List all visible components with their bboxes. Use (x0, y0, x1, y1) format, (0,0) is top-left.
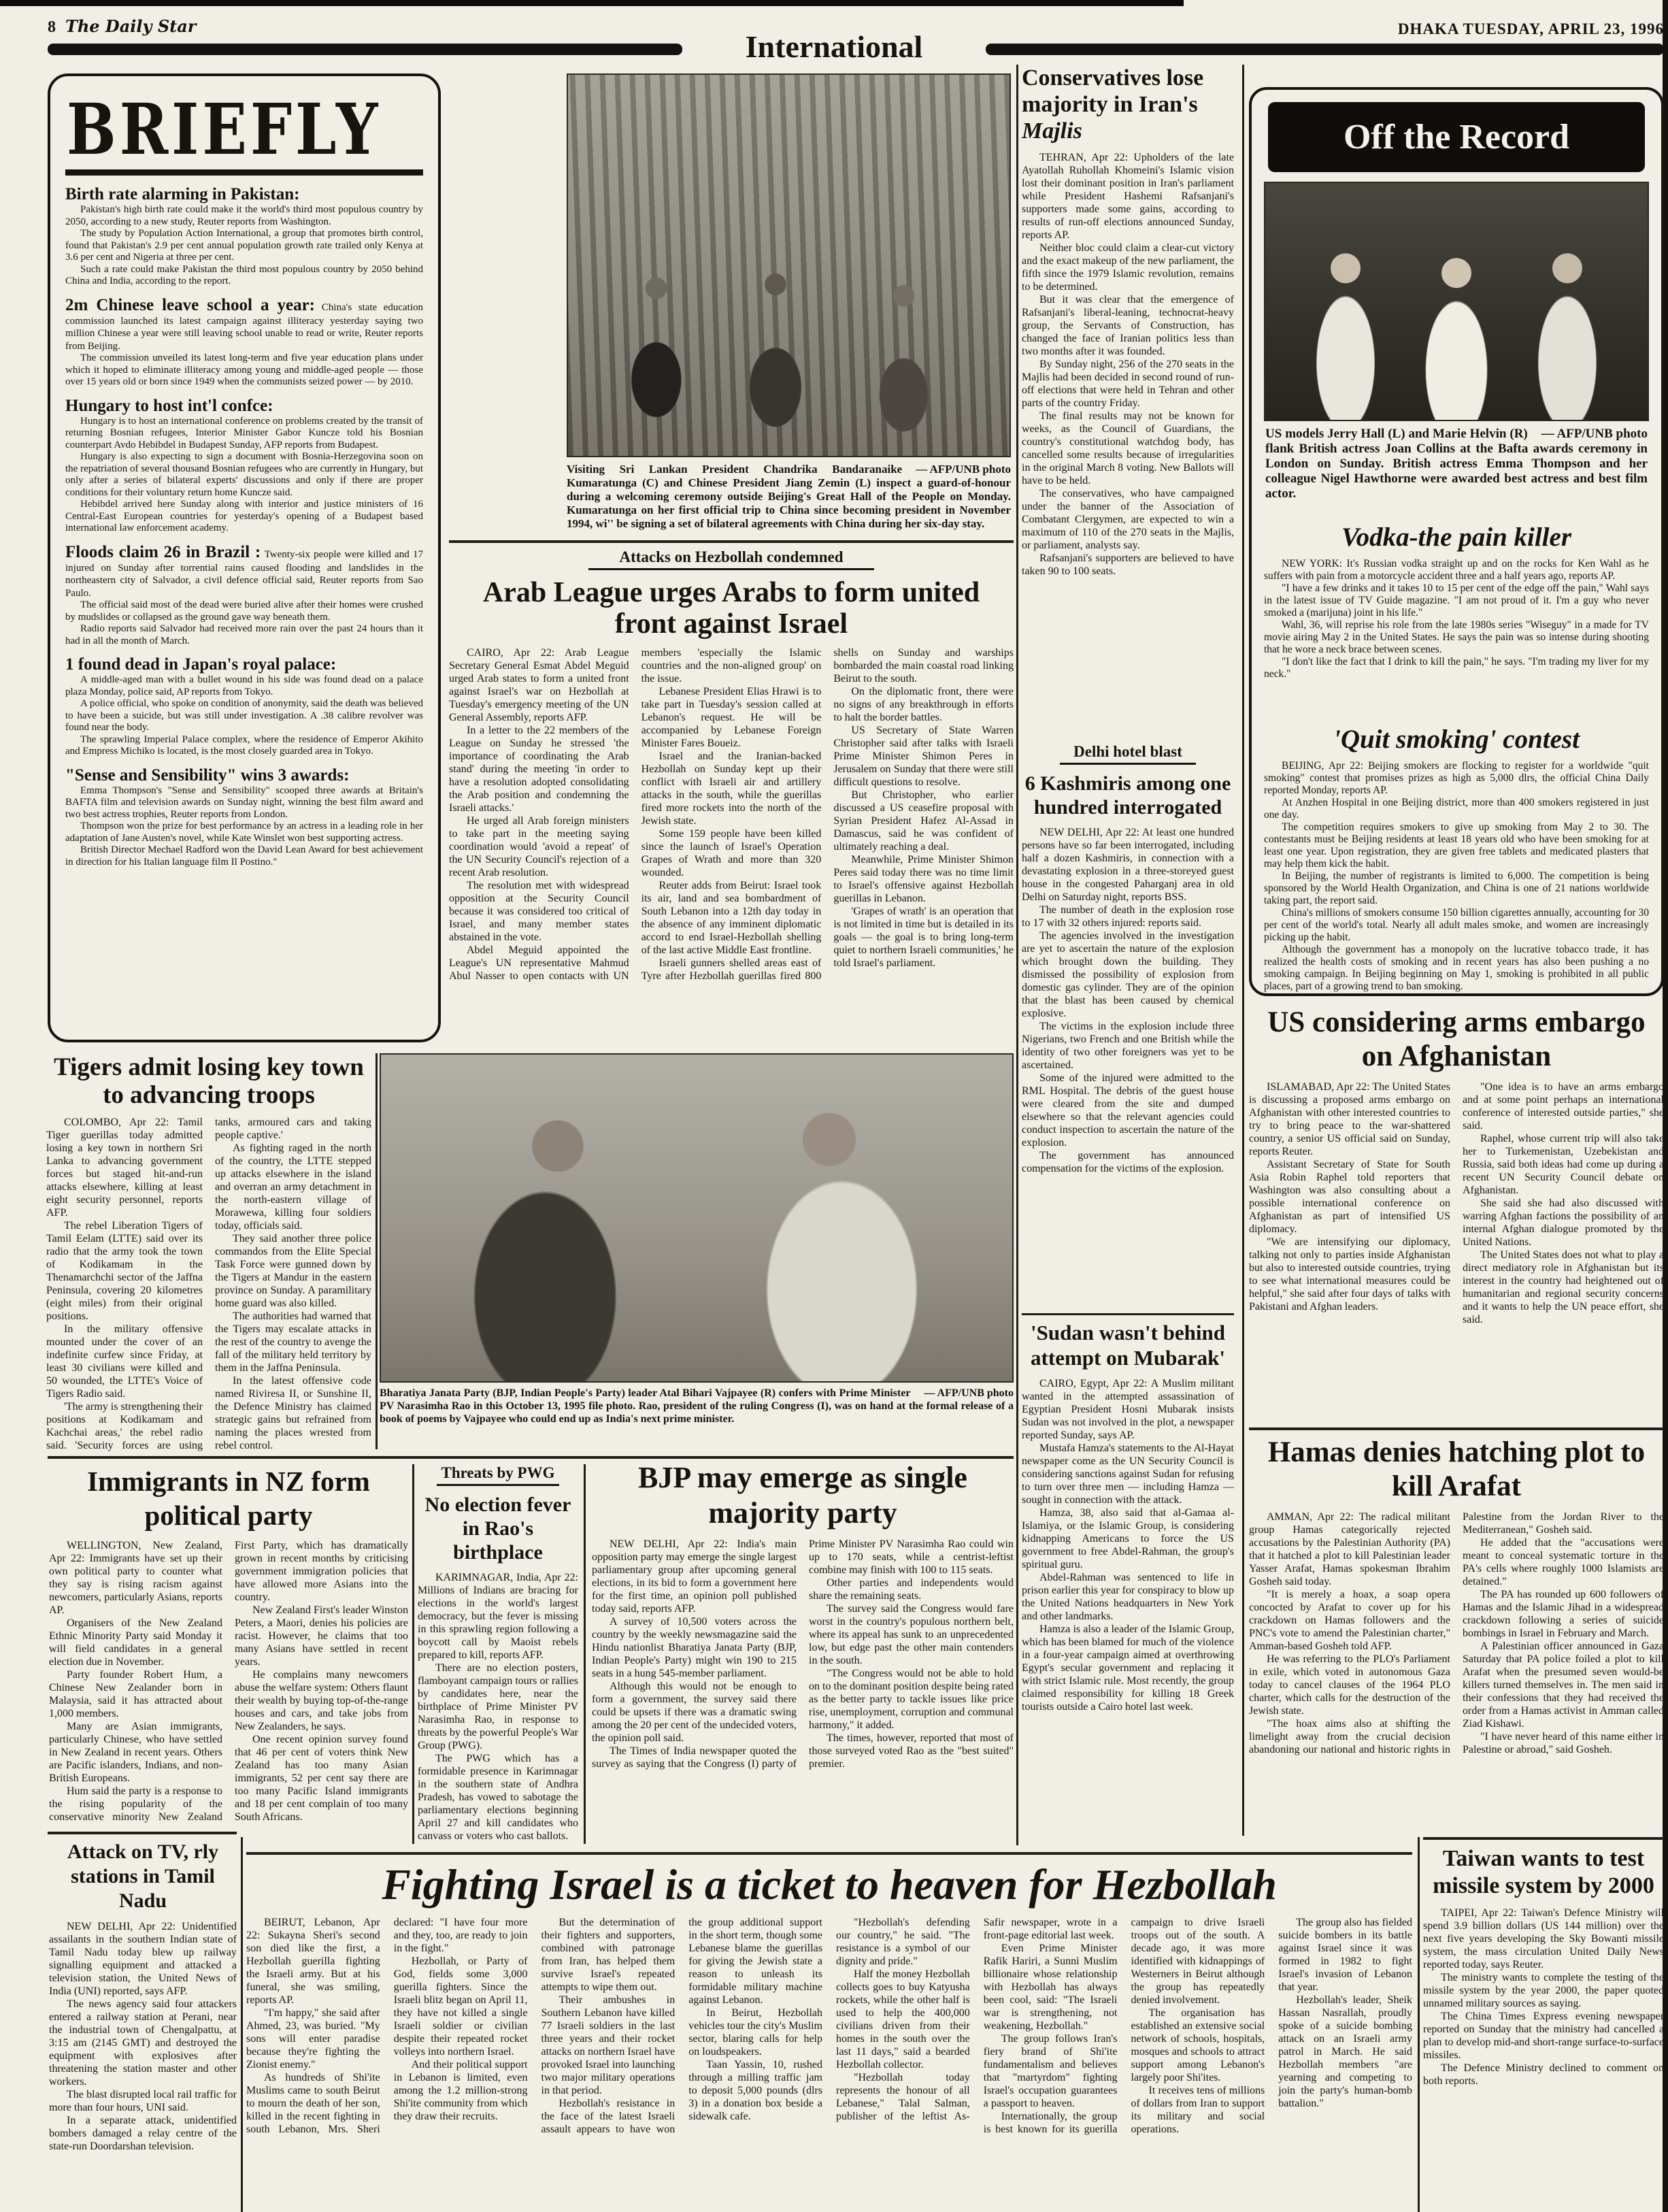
article-arab-league (449, 548, 1014, 1052)
paragraph: Many are Asian immigrants, particularly Chinese, who have settled in New Zealand in recent years. Others are Pacific islanders, Indians, and non-British Europeans. (49, 1721, 222, 1784)
paragraph: "One idea is to have an arms embargo and at some point perhaps an international conference of interested outside parties," she said. (1463, 1081, 1664, 1132)
feature-headline: Vodka-the pain killer (1341, 523, 1572, 552)
paragraph: One recent opinion survey found that 46 per cent of voters think New Zealand has too many Asian immigrants, 52 per cent say there are too many Pacific Island immigrants and 18 per cent complain of too many South Africans. (235, 1734, 408, 1823)
paragraph: Although the government has a monopoly on the lucrative tobacco trade, it has realized the health costs of smoking and in recent years has also been pushing a no smoking campaign. In Beijing beginning on May 1, smoking is prohibited in all public places, part of a growing trend to ban smoking. (1264, 944, 1649, 992)
article-tamil-nadu-attack (49, 1840, 237, 2211)
paragraph: Even Prime Minister Rafik Hariri, a Sunni Muslim billionaire whose relationship with Hezbollah has always been cool, said: "The Israeli war is strengthening, not weakening, Hezbollah." (983, 1943, 1118, 2032)
article-iran-majlis (1022, 65, 1234, 741)
paragraph: But the determination of their fighters and supporters, combined with patronage from Iran, has helped them survive Israel's repeated attempts to wipe them out. (541, 1917, 675, 1993)
paragraph: The commission unveiled its latest long-term and five year education plans under which it hoped to eliminate illiteracy among young and middle-aged people — those over 15 years old or born since 1949 when the communists seized power — by 2010. (65, 352, 423, 387)
paragraph: The Defence Ministry declined to comment on both reports. (1423, 2062, 1664, 2087)
paragraph: Some 159 people have been killed since the launch of Israel's Operation Grapes of Wrath and more than 320 wounded. (641, 828, 822, 878)
paragraph: Hamza is also a leader of the Islamic Group, which has been blamed for much of the violence in a four-year campaign aimed at overthrowing Egypt's secular government and replacing it with strict Islamic rule. Most recently, the group claimed responsibility for killing 18 Greek tourists outside a Cairo hotel last week. (1022, 1623, 1234, 1713)
horizontal-rule (246, 1852, 1412, 1855)
briefly-lead-paragraph (65, 543, 423, 600)
briefly-body (65, 204, 423, 288)
paragraph: In Beirut, Hezbollah vehicles tour the city's Muslim sector, blaring calls for help on loudspeakers. (688, 2007, 822, 2058)
paragraph: The sprawling Imperial Palace complex, where the residence of Emperor Akihito and Empress Michiko is located, is the most closely guarded area in Tokyo. (65, 733, 423, 757)
paragraph: China's millions of smokers consume 150 billion cigarettes annually, accounting for 30 per cent of the world's total. Nearly all adult males smoke, and women are increasingly picking up the habit. (1264, 907, 1649, 943)
paragraph: The PA has rounded up 600 followers of Hamas and the Islamic Jihad in a widespread crackdown following a series of suicide bombings in Israel in February and March. (1463, 1589, 1664, 1639)
feature-body (1264, 558, 1649, 713)
photo-kumaratunga-ceremony (567, 73, 1011, 457)
briefly-lead-paragraph (65, 655, 423, 674)
column-rule (1418, 1837, 1420, 2212)
paragraph: Wahl, 36, will reprise his role from the late 1980s series "Wiseguy" in a made for TV movie airing May 2 in the United States. He says the pain was so intense during shooting that he wore a neck brace between scenes. (1264, 619, 1649, 655)
briefly-item (65, 397, 423, 535)
article-kicker: Attacks on Hezbollah condemned (619, 548, 844, 565)
article-kicker: Delhi hotel blast (1073, 743, 1182, 760)
paragraph: Such a rate could make Pakistan the third most populous country by 2050 behind China and India, according to the report. (65, 263, 423, 286)
paragraph: BEIJING, Apr 22: Beijing smokers are flocking to register for a worldwide "quit smoking" contest that promises prizes as high as 5,000 dlrs, the official China Daily reported Monday, reports AP. (1264, 760, 1649, 796)
paragraph: AMMAN, Apr 22: The radical militant group Hamas categorically rejected accusations by the Palestinian Authority (PA) that it hatched a plot to kill Palestinian leader Yasser Arafat, Hamas spokesman Ibrahim Gosheh said today. (1249, 1511, 1450, 1587)
paragraph: The authorities had warned that the Tigers may escalate attacks in the rest of the country to avenge the fall of the military held territory by them in the Jaffna Peninsula. (215, 1310, 371, 1374)
article-pwg-rao (418, 1464, 578, 1845)
paragraph: The victims in the explosion include three Nigerians, two French and one British while the identity of two other foreigners was yet to be ascertained. (1022, 1021, 1234, 1071)
briefly-item (65, 543, 423, 648)
paragraph: A middle-aged man with a bullet wound in his side was found dead on a palace plaza Monday, police said, AP reports from Tokyo. (65, 674, 423, 697)
dateline: DHAKA TUESDAY, APRIL 23, 1996 (1397, 20, 1664, 37)
paragraph: She said she had also discussed with warring Afghan factions the possibility of an internal Afghan dialogue promoted by the United Nations. (1463, 1198, 1664, 1248)
briefly-body (65, 416, 423, 535)
photo-caption-text: Visiting Sri Lankan President Chandrika Bandaranaike Kumaratunga (C) and Chinese President Jiang Zemin (L) inspect a guard-of-honour during a welcoming ceremony outside Beijing's Great Hall of the People on Monday. Kumaratunga on her first official trip to China since becoming president in November 1994, wi'' be signing a set of bilateral agreements with China during her six-day stay. (567, 463, 1011, 530)
briefly-headline: "Sense and Sensibility" wins 3 awards: (65, 765, 350, 785)
article-body (1423, 1906, 1664, 2184)
article-us-embargo (1249, 1006, 1664, 1419)
article-body (246, 1916, 1412, 2207)
article-headline: Arab League urges Arabs to form united front against Israel (482, 577, 980, 640)
horizontal-rule (1022, 1313, 1234, 1315)
section-rule-right (986, 44, 1664, 55)
paragraph: The study by Population Action International, a group that promotes birth control, found that Pakistan's 2.9 per cent annual population growth rate trailed only Kenya at 3.6 per cent and Nigeria at three per cent. (65, 228, 423, 263)
paragraph: Assistant Secretary of State for South Asia Robin Raphel told reporters that Washington was also consulting about a possible international conference on Afghanistan as part of intensified US diplomacy. (1249, 1159, 1450, 1235)
paragraph: Hamza, 38, also said that al-Gamaa al-Islamiya, or the Islamic Group, is considering kidnapping Americans to force the US government to free Abdel-Rahman, the group's spiritual guru. (1022, 1507, 1234, 1570)
paragraph: The number of death in the explosion rose to 17 with 32 others injured: reports said. (1022, 904, 1234, 929)
briefly-headline: 2m Chinese leave school a year: (65, 295, 316, 314)
paragraph: Neither bloc could claim a clear-cut victory and the exact makeup of the new parliament, the fifth since the 1979 Islamic revolution, remains to be determined. (1022, 242, 1234, 293)
paragraph: Hezbollah's leader, Sheik Hassan Nasrallah, proudly spoke of a suicide bombing attack on an Israeli army patrol in March. He said Hezbollah members "are yearning and competing to join the party's human-bomb battalion." (1278, 1994, 1412, 2109)
paragraph: Half the money Hezbollah collects goes to buy Katyusha rockets, while the other half is used to help the 400,000 civilians driven from their homes in the south over the last 11 days," said a bearded Hezbollah collector. (836, 1968, 970, 2070)
headline-text: Conservatives lose majority in Iran's (1022, 65, 1204, 117)
paragraph: NEW DELHI, Apr 22: At least one hundred persons have so far been interrogated, including half a dozen Kashmiris, in connection with a devastating explosion in a three-storeyed guest house in the congested Paharganj area in old Delhi on Saturday night, reports BSS. (1022, 827, 1234, 903)
paragraph: CAIRO, Apr 22: Arab League Secretary General Esmat Abdel Meguid urged Arab states to form a united front against Israel's war on Hezbollah at Tuesday's emergency meeting of the UN General Assembly, reports AFP. (449, 647, 629, 723)
paragraph: The blast disrupted local rail traffic for more than four hours, UNI said. (49, 2089, 237, 2113)
paragraph: The United States does not what to play a direct mediatory role in Afghanistan but its interest in the country had heightened out of humanitarian and regional security concerns and it wants to help the UN peace effort, she said. (1463, 1249, 1664, 1325)
feature-body (1264, 760, 1649, 992)
column-rule (241, 1837, 243, 2212)
article-tigers (46, 1053, 371, 1453)
paragraph: WELLINGTON, New Zealand, Apr 22: Immigrants have set up their own political party to counter what they say is rising racism against newcomers, particularly Asians, reports AP. (49, 1540, 222, 1616)
briefly-item (65, 655, 423, 758)
paragraph: "The Congress would not be able to hold on to the dominant position despite being rated as the better party to tackle issues like price rise, unemployment, corruption and communal harmony," it added. (809, 1668, 1014, 1731)
briefly-item (65, 296, 423, 389)
kicker-rule (437, 1484, 559, 1486)
paragraph: Abdel-Rahman was sentenced to life in prison earlier this year for conspiracy to blow up the United Nations headquarters in New York and other landmarks. (1022, 1572, 1234, 1622)
column-rule (1016, 65, 1018, 1845)
photo-caption-text: US models Jerry Hall (L) and Marie Helvin (R) flank British actress Joan Collins at the Bafta awards ceremony in London on Sunday. British actress Emma Thompson and her colleague Nigel Hawthorne were awarded best actress and best film actor. (1265, 427, 1648, 501)
paragraph: They said another three police commandos from the Elite Special Task Force were gunned down by the Tigers at Mandur in the eastern province on Sunday. A paramilitary home guard was also killed. (215, 1233, 371, 1309)
article-headline: Fighting Israel is a ticket to heaven for Hezbollah (382, 1860, 1277, 1909)
paragraph: Meanwhile, Prime Minister Shimon Peres said today there was no time limit to Israel's offensive against Hezbollah guerillas in Lebanon. (833, 854, 1014, 904)
paragraph: NEW DELHI, Apr 22: India's main opposition party may emerge the single largest parliamentary group after upcoming general elections, in its bid to form a government here for the first time, an opinion poll published today said, reports AFP. (592, 1538, 797, 1615)
paragraph: In the military offensive mounted under the cover of an indefinite curfew since Friday, at least 30 civilians were killed and 50 wounded, the LTTE's Voice of Tigers Radio said. (46, 1323, 203, 1400)
article-body (1022, 826, 1234, 1272)
horizontal-rule (449, 540, 1014, 543)
paragraph: The survey said the Congress would fare worst in the country's populous northern belt, where its appeal has sunk to an unprecedented low, but edge past the other main contenders in the south. (809, 1603, 1014, 1666)
paragraph: Lebanese President Elias Hrawi is to take part in Tuesday's session called at Lebanon's request. He will be accompanied by Lebanese Foreign Minister Fares Boueiz. (641, 686, 822, 749)
article-body (49, 1920, 237, 2209)
article-body (449, 646, 1014, 1036)
paragraph: The group also has fielded suicide bombers in its battle against Israel since it was formed in 1982 to fight Israel's invasion of Lebanon that year. (1278, 1917, 1412, 1993)
briefly-lead: China's state education commission launched its latest campaign against illiteracy yesterday saying two million Chinese a year were still leaving school unable to read or write, Reuter reports from Beijing. (65, 301, 424, 352)
paragraph: Abdel Meguid appointed the League's UN representative Mahmud Abul Nasser to open contacts with UN members 'especially the Islamic countries and the non-aligned group' on the issue. (449, 647, 822, 982)
paragraph: NEW YORK: It's Russian vodka straight up and on the rocks for Ken Wahl as he suffers with pain from a motorcycle accident three and a half years ago, reports AP. (1264, 558, 1649, 582)
paragraph: In the latest offensive code named Riviresa II, or Sunshine II, the Defence Ministry has claimed strategic gains but refrained from naming the places wrested from rebel control. (215, 1375, 371, 1451)
paragraph: There are no election posters, flamboyant campaign tours or rallies by candidates here, near the birthplace of Prime Minister PV Narasimha Rao, in response to threats by the powerful People's War Group (PWG). (418, 1662, 578, 1751)
column-rule (412, 1464, 414, 1844)
briefly-body (65, 674, 423, 758)
article-headline: BJP may emerge as single majority party (638, 1461, 967, 1530)
paragraph: The competition requires smokers to give up smoking from May 2 to 30. The contestants must be Beijing residents at least 18 years old who have been smoking for at least one year. Upon registration, they are given free tablets and medicated plasters that may help them kick the habit. (1264, 821, 1649, 870)
briefly-headline: Floods claim 26 in Brazil : (65, 542, 261, 561)
paragraph: The Times of India newspaper quoted the survey as saying that the Congress (I) party of Prime Minister PV Narasimha Rao could win up to 170 seats, while a centrist-leftist combine may finish with 100 to 115 seats. (592, 1538, 1014, 1770)
briefly-body (65, 599, 423, 647)
paragraph: Hungary is also expecting to sign a document with Bosnia-Herzegovina soon on the repatriation of several thousand Bosnian refugees who are currently in Hungary, but only after a series of bilateral experts' discussions and only if there are proper conditions for their voluntary return home Kuncze said. (65, 451, 423, 498)
paper-name: The Daily Star (65, 16, 197, 36)
paragraph: CAIRO, Egypt, Apr 22: A Muslim militant wanted in the attempted assassination of Egyptian President Hosni Mubarak insists Sudan was not involved in the plot, a newspaper reported Sunday, says AP. (1022, 1378, 1234, 1441)
paragraph: Raphel, whose current trip will also take her to Turkemenistan, Uzebekistan and Russia, said both ideas had come up during a recent UN Security Council debate on Afghanistan. (1463, 1133, 1664, 1196)
off-the-record-box (1249, 87, 1664, 996)
paragraph: "The hoax aims also at shifting the limelight away from the crucial decision abandoning our national and historic rights in Palestine from the Jordan River to the Mediterranean," Gosheh said. (1249, 1511, 1664, 1755)
briefly-lead-paragraph (65, 185, 423, 204)
paragraph: Reuter adds from Beirut: Israel took its air, land and sea bombardment of South Lebanon into a 12th day today in the absence of any imminent diplomatic accord to end Israel-Hezbollah shelling of the last active Middle East frontline. (641, 880, 822, 956)
paragraph: Organisers of the New Zealand Ethnic Minority Party said Monday it will field candidates in a general election due in November. (49, 1617, 222, 1668)
article-body (46, 1116, 371, 1453)
article-bjp-majority (592, 1460, 1014, 1845)
page-number: 8 (48, 18, 56, 36)
briefly-headline: 1 found dead in Japan's royal palace: (65, 655, 337, 674)
paragraph: A survey of 10,500 voters across the country by the weekly newsmagazine said the Hindu nationlist Bharatiya Janata Party (BJP, Indian People's Party) might win 190 to 215 seats in a hung 545-member parliament. (592, 1616, 797, 1679)
paragraph: Israel and the Iranian-backed Hezbollah on Sunday kept up their conflict with Israeli air and artillery attacks in the south, while the guerillas fired more rockets into the north of the Jewish state. (641, 750, 822, 827)
photo-caption (1265, 427, 1648, 511)
horizontal-rule (48, 1832, 237, 1834)
article-body (49, 1539, 408, 1841)
paragraph: Taan Yassin, 10, rushed through a milling traffic jam to deposit 5,000 pounds (dlrs 3) in a donation box beside a sidewalk cafe. (688, 2059, 822, 2122)
paragraph: TEHRAN, Apr 22: Upholders of the late Ayatollah Ruhollah Khomeini's Islamic vision lost their dominant position in Iran's parliament while President Hashemi Rafsanjani's supporters made some gains, according to results of run-off elections announced Sunday, reports AP. (1022, 152, 1234, 241)
article-taiwan-missile (1423, 1845, 1664, 2211)
paragraph: NEW DELHI, Apr 22: Unidentified assailants in the southern Indian state of Tamil Nadu today blew up railway signalling equipment and attacked a television station, the United News of India (UNI) reported, says AFP. (49, 1921, 237, 1997)
horizontal-rule (1249, 1427, 1664, 1430)
paragraph: ISLAMABAD, Apr 22: The United States is discussing a proposed arms embargo on Afghanistan with other interested countries to try to bring peace to the war-shattered country, a senior US official said on Sunday, reports Reuter. (1249, 1081, 1450, 1157)
photo-caption-text: Bharatiya Janata Party (BJP, Indian People's Party) leader Atal Bihari Vajpayee (R) confers with Prime Minister PV Narasimha Rao in this October 13, 1995 file photo. Rao, president of the ruling Congress (I), was on hand at the formal release of a book of poems by Vajpayee who could end up as India's next prime minister. (380, 1387, 1014, 1425)
paragraph: As hundreds of Shi'ite Muslims came to south Beirut to mourn the death of her son, killed in the recent fighting in south Lebanon, Mrs. Sheri declared: "I have four more and they, too, are ready to join in the fight." (246, 1917, 528, 2135)
paragraph: Israeli gunners shelled areas east of Tyre after Hezbollah guerillas fired 800 shells on Sunday and warships bombarded the main coastal road linking Beirut to the south. (641, 647, 1014, 982)
paragraph: The conservatives, who have campaigned under the banner of the Association of Combatant Clergymen, are expected to win a maximum of 110 of the 270 seats in the Majlis, or parliament, analysts say. (1022, 488, 1234, 551)
article-hezbollah-feature (246, 1860, 1412, 2211)
paragraph: Some of the injured were admitted to the RML Hospital. The debris of the guest house were cleared from the site and dumped elsewhere so that the relevant agencies could conduct inspection to ascertain the nature of the explosion. (1022, 1072, 1234, 1149)
article-body (592, 1538, 1014, 1837)
paragraph: A police official, who spoke on condition of anonymity, said the death was believed to have been a suicide, but was still under investigation. A .38 calibre revolver was found near the body. (65, 698, 423, 733)
briefly-body (65, 352, 423, 389)
article-headline (1022, 65, 1234, 144)
headline-italic: Majlis (1022, 118, 1082, 144)
paragraph: It receives tens of millions of dollars from Iran to support its military and social operations. (1131, 2085, 1265, 2135)
paragraph: 'The army is strengthening their positions at Kodikamam and Kachchai areas,' the rebel radio said. 'Security forces are using tanks, armoured cars and taking people captive.' (46, 1117, 371, 1451)
off-the-record-title: Off the Record (1268, 102, 1645, 172)
paragraph: By Sunday night, 256 of the 270 seats in the Majlis had been decided in second round of run-off elections that were held in Tehran and other parts of the country Friday. (1022, 359, 1234, 409)
photo-vajpayee-rao (380, 1053, 1014, 1383)
paragraph: Emma Thompson's "Sense and Sensibility" scooped three awards at Britain's BAFTA film and television awards on Sunday night, winning the best film award and two best actress trophies, Reuter reports from London. (65, 785, 423, 820)
paragraph: "I don't like the fact that I drink to kill the pain," he says. "I'm trading my liver for my neck." (1264, 656, 1649, 680)
paragraph: "I have a few drinks and it takes 10 to 15 per cent of the edge off the pain," Wahl says in the latest issue of TV Guide magazine. "I am not proud of it. I'm a guy who never smoked a (marijuna) joint in his life." (1264, 582, 1649, 618)
paragraph: At Anzhen Hospital in one Beijing district, more than 400 smokers registered in just one day. (1264, 797, 1649, 821)
paragraph: The rebel Liberation Tigers of Tamil Eelam (LTTE) said over its radio that the army took the town of Kodikamam in the Thenamarchchi sector of the Jaffna Peninsula, covering 20 kilometres (eight miles) from their original positions. (46, 1220, 203, 1322)
paragraph: Hezbollah's resistance in the face of the latest Israeli assault appears to have won the group additional support in the short term, though some Lebanese blame the guerillas for giving the Jewish state a reason to unleash its formidable military machine against Lebanon. (541, 1917, 822, 2135)
briefly-headline: Hungary to host int'l confce: (65, 396, 273, 415)
horizontal-rule (48, 1456, 1014, 1459)
paragraph: Their ambushes in Southern Lebanon have killed 77 Israeli soldiers in the last three years and their rocket attacks on northern Israel have provoked Israel into launching two major military operations in that period. (541, 1994, 675, 2096)
paragraph: BEIRUT, Lebanon, Apr 22: Sukayna Sheri's second son died like the first, a Hezbollah guerilla fighting the Israeli army. But at his funeral, she was smiling, reports AP. (246, 1917, 380, 2006)
paragraph: US Secretary of State Warren Christopher said after talks with Israeli Prime Minister Shimon Peres in Jerusalem on Sunday that there were still difficult questions to resolve. (833, 725, 1014, 788)
paragraph: Hebibdel arrived here Sunday along with interior and justice ministers of 16 Central-East European countries for yesterday's opening of a Budapest based international law enforcement academy. (65, 499, 423, 533)
briefly-item (65, 766, 423, 869)
article-headline: US considering arms embargo on Afghanistan (1267, 1006, 1646, 1072)
paragraph: A Palestinian officer announced in Gaza Saturday that PA police foiled a plot to kill Arafat when the presumed seven would-be killers turned themselves in. The men said in their confessions that they had received the order from a Hamas activist in Amman called Ziad Kishawi. (1463, 1640, 1664, 1730)
briefly-body (65, 785, 423, 869)
paragraph: "I have never heard of this name either in Palestine or abroad," said Gosheh. (1463, 1731, 1664, 1755)
paragraph: Hungary is to host an international conference on problems created by the transit of returning Bosnian refugees, Interior Minister Gabor Kuncze told his Bosnian counterpart Avdo Hebibdel in Budapest Sunday, AFP reports from Budapest. (65, 415, 423, 450)
photo-credit: — AFP/UNB photo (924, 1387, 1014, 1399)
paragraph: Mustafa Hamza's statements to the Al-Hayat newspaper come as the UN Security Council is considering sanctions against Sudan for refusing to turn over three men — including Hamza — sought in connection with the attack. (1022, 1442, 1234, 1506)
paragraph: In a letter to the 22 members of the League on Sunday he stressed 'the importance of coordinating the Arab stand' during the meeting 'in order to have a resolution adopted consolidating the Arab position and condemning the Israeli attacks.' (449, 725, 629, 814)
paragraph: He was referring to the PLO's Parliament in exile, which voted in autonomous Gaza today to cancel clauses of the 1964 PLO charter, which calls for the destruction of the Jewish state. (1249, 1653, 1450, 1717)
paragraph: Party founder Robert Hum, a Chinese New Zealander born in Malaysia, said it has attracted about 1,000 members. (49, 1669, 222, 1719)
paragraph: 'Grapes of wrath' is an operation that is not limited in time but is detailed in its goals — the goal is to bring long-term quiet to northern Israeli communities,' he told Israel's parliament. (833, 906, 1014, 969)
article-headline: 'Sudan wasn't behind attempt on Mubarak' (1030, 1321, 1226, 1370)
paragraph: In Beijing, the number of registrants is limited to 6,000. The competition is being sponsored by the World Health Organization, and China is one of 21 nations worldwide taking part, the report said. (1264, 870, 1649, 906)
paragraph: KARIMNAGAR, India, Apr 22: Millions of Indians are bracing for elections in the world's largest democracy, but the fever is missing in this sprawling region following a boycott call by Maoist rebels prepared to kill, reports AFP. (418, 1572, 578, 1661)
article-delhi-blast (1022, 743, 1234, 1306)
paragraph: The PWG which has a formidable presence in Karimnagar in the southern state of Andhra Pradesh, has vowed to sabotage the parliamentary elections beginning April 27 and kill candidates who canvass or voters who cast ballots. (418, 1753, 578, 1842)
column-rule (1242, 65, 1244, 1836)
scan-artifact-top (0, 0, 1184, 6)
paragraph: And their political support in Lebanon is limited, even among the 1.2 million-strong Shi'ite community from which they draw their recruits. (393, 2059, 528, 2122)
article-body (1022, 1377, 1234, 1818)
kicker-rule (588, 568, 874, 570)
column-rule (376, 1053, 378, 1449)
photo-bafta-models (1264, 182, 1649, 421)
article-body (1249, 1511, 1664, 1828)
paragraph: The times, however, reported that most of those surveyed voted Rao as the "best suited" premier. (809, 1732, 1014, 1770)
article-nz-party (49, 1464, 408, 1845)
paragraph: Internationally, the group is best known for its guerilla campaign to drive Israeli troops out of the south. A decade ago, it was more identified with kidnappings of Westerners in Beirut although the group has repeatedly denied involvement. (983, 1917, 1265, 2135)
photo-caption (380, 1387, 1014, 1453)
paragraph: But Christopher, who earlier discussed a US ceasefire proposal with Syrian President Hafez Al-Assad in Damascus, said he was confident of ultimately reaching a deal. (833, 789, 1014, 853)
briefly-item (65, 185, 423, 288)
briefly-box (48, 73, 441, 1042)
photo-credit: — AFP/UNB photo (1541, 427, 1648, 441)
article-body (418, 1571, 578, 1854)
briefly-lead-paragraph (65, 397, 423, 416)
paragraph: "I'm happy," she said after Ahmed, 23, was buried. "My sons will enter paradise because they're fighting the Zionist enemy." (246, 2007, 380, 2070)
article-hamas-arafat (1249, 1436, 1664, 1836)
briefly-lead-paragraph (65, 296, 423, 353)
feature-headline: 'Quit smoking' contest (1333, 725, 1580, 754)
section-rule-left (48, 44, 682, 55)
article-sudan-mubarak (1022, 1320, 1234, 1845)
paragraph: Hum said the party is a response to the rising popularity of the conservative minority New Zealand First Party, which has dramatically grown in recent months by criticising government immigration policies that have allowed more Asians into the country. (49, 1540, 408, 1823)
paragraph: The resolution met with widespread opposition at the Security Council because it was considered too critical of Israel, and many member states abstained in the vote. (449, 880, 629, 943)
paragraph: Other parties and independents would share the remaining seats. (809, 1577, 1014, 1602)
article-headline: Tigers admit losing key town to advancing troops (54, 1053, 364, 1109)
article-kicker: Threats by PWG (441, 1464, 555, 1481)
masthead (48, 16, 196, 37)
briefly-headline: Birth rate alarming in Pakistan: (65, 185, 300, 203)
paragraph: Pakistan's high birth rate could make it the world's third most populous country by 2050, according to a new study, Reuter reports from Washington. (65, 204, 423, 227)
photo-credit: — AFP/UNB photo (916, 463, 1011, 476)
paragraph: But it was clear that the emergence of Rafsanjani's liberal-leaning, technocrat-heavy group, the Servants of Construction, has changed the face of Iranian politics less than two months after it was founded. (1022, 294, 1234, 357)
paragraph: The government has announced compensation for the victims of the explosion. (1022, 1150, 1234, 1174)
article-headline: No election fever in Rao's birthplace (424, 1493, 571, 1564)
article-headline: Attack on TV, rly stations in Tamil Nadu (67, 1840, 219, 1912)
paragraph: "We are intensifying our diplomacy, talking not only to parties inside Afghanistan but also to interested outside countries, trying to see what international measures could be helpful," she said after four days of talks with Pakistani and Afghan leaders. (1249, 1236, 1450, 1313)
paragraph: "It is merely a hoax, a soap opera concocted by Arafat to cover up for his crackdown on Hamas followers and the PNC's vote to amend the Palestinian charter," Amman-based Gosheh told AFP. (1249, 1589, 1450, 1652)
paragraph: The official said most of the dead were buried alive after their homes were crushed by mudslides or collapsed as the ground gave way beneath them. (65, 599, 423, 623)
article-body (1249, 1080, 1664, 1411)
column-rule (584, 1464, 586, 1844)
kicker-rule (1060, 763, 1196, 765)
paragraph: In a separate attack, unidentified bombers damaged a relay centre of the state-run Doordarshan television. (49, 2115, 237, 2152)
photo-caption (567, 463, 1011, 539)
horizontal-rule (1423, 1837, 1664, 1840)
section-title: International (745, 29, 923, 64)
paragraph: Hezbollah, or Party of God, fields some 3,000 guerilla fighters. Since the Israeli blitz began on April 11, they have not killed a single Israeli soldier or civilian despite their repeated rocket volleys into northern Israel. (393, 1955, 528, 2058)
article-body (1022, 151, 1234, 735)
paragraph: On the diplomatic front, there were no signs of any breakthrough in efforts to halt the border battles. (833, 686, 1014, 723)
paragraph: "Hezbollah today represents the honour of all Lebanese," Talal Salman, publisher of the leftist As-Safir newspaper, wrote in a front-page editorial last week. (836, 1917, 1118, 2122)
paragraph: He urged all Arab foreign ministers to take part in the meeting saying coordination would 'avoid a repeat' of the UN Security Council's rejection of a recent Arab resolution. (449, 815, 629, 878)
article-headline: 6 Kashmiris among one hundred interrogated (1024, 772, 1231, 819)
paragraph: The China Times Express evening newspaper reported on Sunday that the ministry had cancelled a plan to develop mid-and short-range surface-to-surface missiles. (1423, 2011, 1664, 2061)
article-headline: Immigrants in NZ form political party (87, 1466, 370, 1531)
paragraph: "Hezbollah's defending our country," he said. "The resistance is a symbol of our dignity and pride." (836, 1917, 970, 1967)
paragraph: He complains many newcomers abuse the welfare system: Others flaunt their wealth by buying top-of-the-range houses and cars, and take jobs from New Zealanders, he says. (235, 1669, 408, 1732)
paragraph: Thompson won the prize for best performance by an actress in a leading role in her adaptation of Jane Austen's novel, while Kate Winslet won best supporting actress. (65, 821, 423, 844)
paragraph: Radio reports said Salvador had received more rain over the past 24 hours than it had in all the month of March. (65, 623, 423, 646)
paragraph: He added that the "accusations were meant to conceal systematic torture in the PA's cells where roughly 1000 Islamists are detained." (1463, 1537, 1664, 1587)
briefly-lead: Twenty-six people were killed and 17 injured on Sunday after torrential rains caused flooding and landslides in the northeastern city of Salvador, a civil defence official said, Reuter reports from Sao Paulo. (65, 548, 424, 599)
paragraph: New Zealand First's leader Winston Peters, a Maori, denies his policies are racist. However, he claims that too many Asians have settled in recent years. (235, 1604, 408, 1668)
paragraph: Although this would not be enough to form a government, the survey said there could be upsets if there was a dramatic swing among the 20 per cent of the undecided voters, the opinion poll said. (592, 1681, 797, 1744)
paragraph: COLOMBO, Apr 22: Tamil Tiger guerillas today admitted losing a key town in northern Sri Lanka to advancing government forces but staged hit-and-run attacks elsewhere, killing at least eight security personnel, reports AFP. (46, 1117, 203, 1219)
paragraph: British Director Mechael Radford won the David Lean Award for best achievement in direction for his Italian language film Il Postino." (65, 844, 423, 868)
paragraph: The organisation has established an extensive social network of schools, hospitals, mosques and schools to attract support among Lebanon's largely poor Shi'ites. (1131, 2007, 1265, 2083)
paragraph: As fighting raged in the north of the country, the LTTE stepped up attacks elsewhere in the island and overran an army detachment in the north-eastern village of Morawewa, killing four soldiers today, officials said. (215, 1142, 371, 1232)
paragraph: The news agency said four attackers entered a railway station at Perani, near the industrial town of Chengalpattu, at 3:15 am (2145 GMT) and destroyed the equipment with explosives after threatening the station master and other workers. (49, 1998, 237, 2087)
paragraph: The agencies involved in the investigation are yet to ascertain the nature of the explosion which brought down the building. They dismissed the possibility of explosion from domestic gas cylinder. They are of the opinion that the blast has been caused by chemical explosive. (1022, 930, 1234, 1019)
paragraph: The ministry wants to complete the testing of the missile system by the year 2000, the paper quoted unnamed military sources as saying. (1423, 1972, 1664, 2009)
article-headline: Taiwan wants to test missile system by 2000 (1433, 1846, 1654, 1898)
paragraph: Rafsanjani's supporters are believed to have taken 90 to 100 seats. (1022, 552, 1234, 577)
paragraph: The final results may not be known for weeks, as the Council of Guardians, the country's constitutional watchdog body, has cancelled some results because of irregularities in the original March 8 voting. New Ballots will have to be held. (1022, 410, 1234, 486)
briefly-lead-paragraph (65, 766, 423, 785)
briefly-logo: BRIEFLY (67, 88, 382, 171)
article-headline: Hamas denies hatching plot to kill Arafat (1267, 1436, 1646, 1502)
paragraph: TAIPEI, Apr 22: Taiwan's Defence Ministry will spend 3.9 billion dollars (US 144 million) over the next five years developing the Sky Bowanti missile system, the mass circulation United Daily News reported today, says Reuter. (1423, 1907, 1664, 1970)
paragraph: The group follows Iran's fiery brand of Shi'ite fundamentalism and believes that "martyrdom" fighting Israel's occupation guarantees a passport to heaven. (983, 2033, 1118, 2109)
